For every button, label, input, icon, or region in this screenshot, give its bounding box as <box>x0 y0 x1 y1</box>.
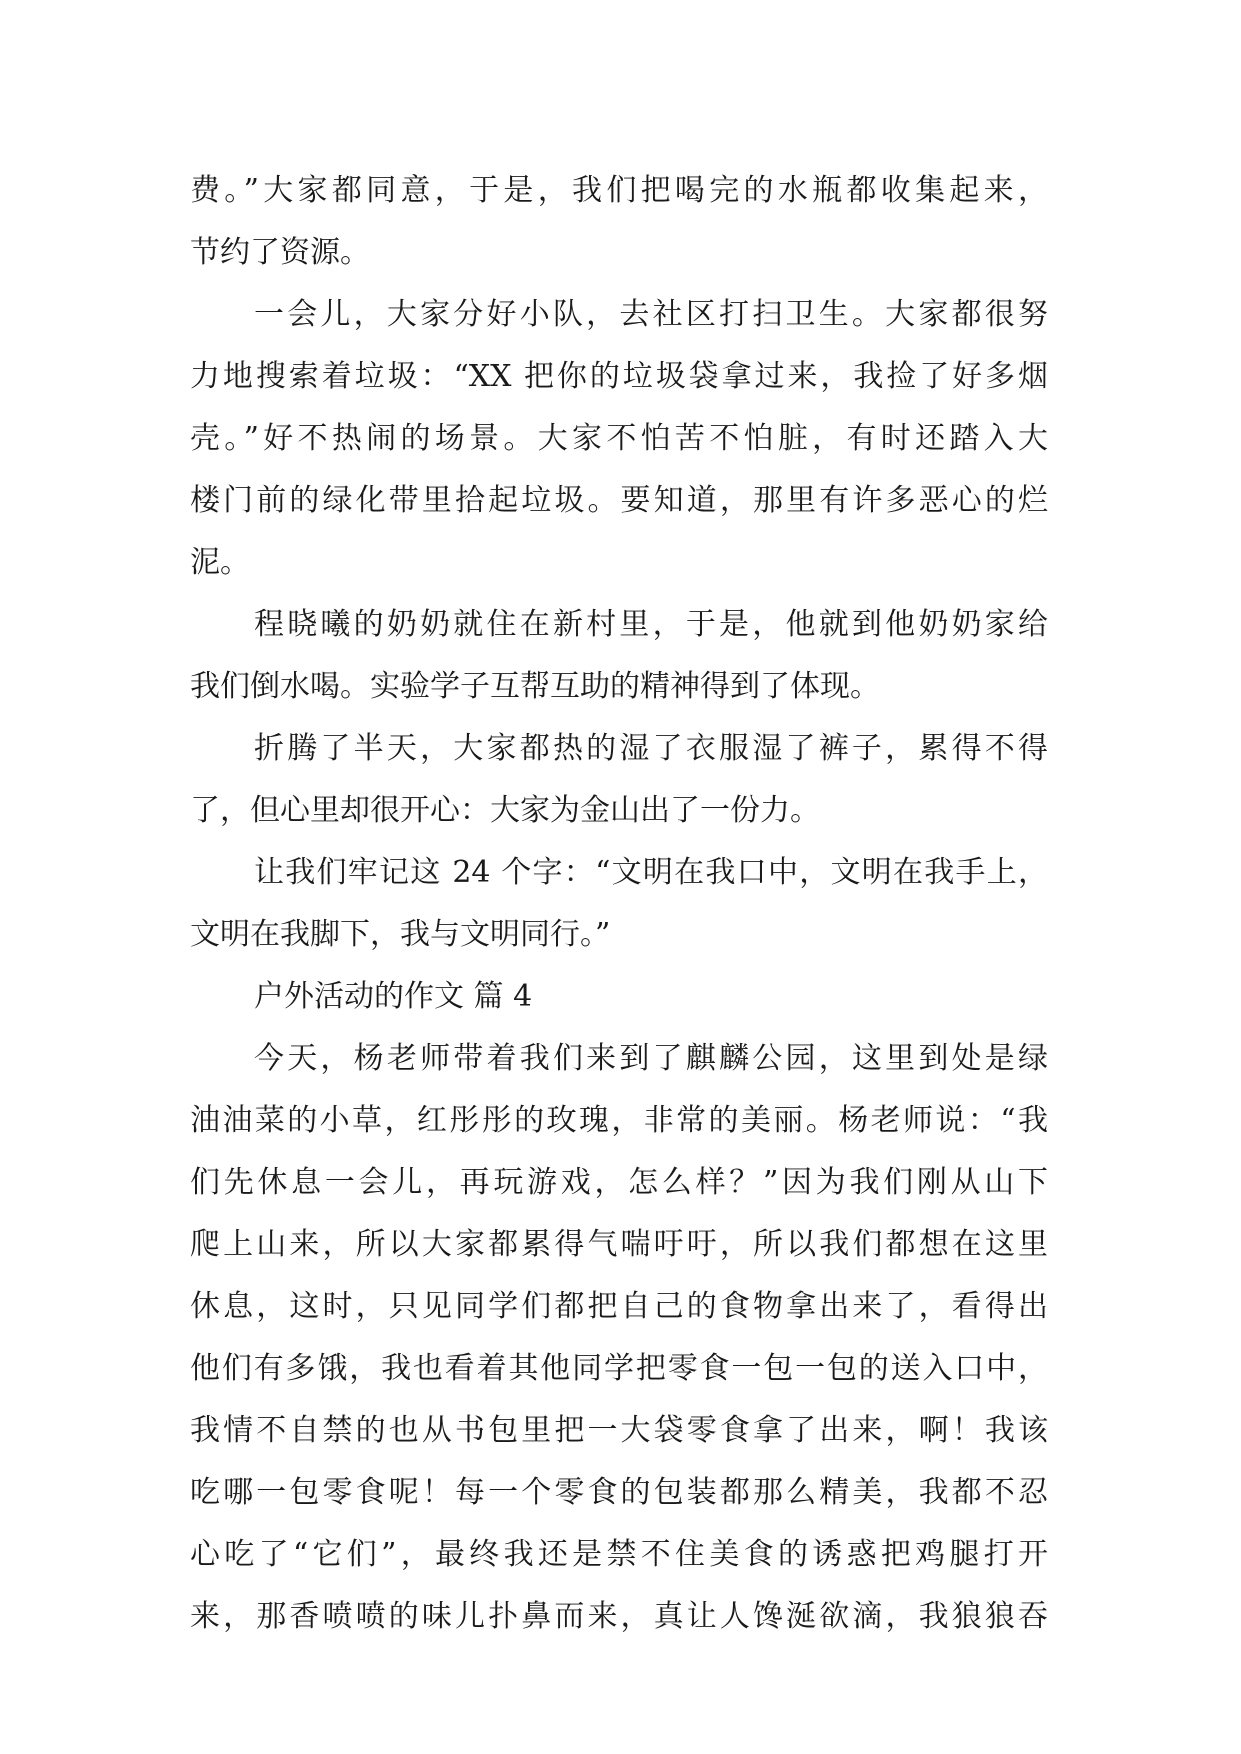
text-line: 爬上山来，所以大家都累得气喘吁吁，所以我们都想在这里 <box>190 1227 1048 1262</box>
paragraph-first-line: 让我们牢记这 24 个字：“文明在我口中，文明在我手上， <box>254 855 1048 890</box>
paragraph-first-line: 折腾了半天，大家都热的湿了衣服湿了裤子，累得不得 <box>254 731 1048 766</box>
text-line: 来，那香喷喷的味儿扑鼻而来，真让人馋涎欲滴，我狼狼吞 <box>190 1599 1048 1634</box>
text-line: 力地搜索着垃圾：“XX 把你的垃圾袋拿过来，我捡了好多烟 <box>190 359 1048 394</box>
text-line: 们先休息一会儿，再玩游戏，怎么样？”因为我们刚从山下 <box>190 1165 1048 1200</box>
text-line: 他们有多饿，我也看着其他同学把零食一包一包的送入口中， <box>190 1351 1048 1386</box>
text-line: 费。”大家都同意，于是，我们把喝完的水瓶都收集起来， <box>190 173 1048 208</box>
section-heading: 户外活动的作文 篇 4 <box>254 979 533 1014</box>
text-line: 吃哪一包零食呢！每一个零食的包装都那么精美，我都不忍 <box>190 1475 1048 1510</box>
text-line: 我们倒水喝。实验学子互帮互助的精神得到了体现。 <box>190 669 880 704</box>
text-line: 油油菜的小草，红彤彤的玫瑰，非常的美丽。杨老师说：“我 <box>190 1103 1048 1138</box>
paragraph-first-line: 一会儿，大家分好小队，去社区打扫卫生。大家都很努 <box>254 297 1048 332</box>
text-line: 节约了资源。 <box>190 235 370 270</box>
text-line: 休息，这时，只见同学们都把自己的食物拿出来了，看得出 <box>190 1289 1048 1324</box>
text-line: 心吃了“它们”，最终我还是禁不住美食的诱惑把鸡腿打开 <box>190 1537 1048 1572</box>
paragraph-first-line: 程晓曦的奶奶就住在新村里，于是，他就到他奶奶家给 <box>254 607 1048 642</box>
text-line: 文明在我脚下，我与文明同行。” <box>190 917 611 952</box>
text-line: 楼门前的绿化带里拾起垃圾。要知道，那里有许多恶心的烂 <box>190 483 1048 518</box>
text-line: 我情不自禁的也从书包里把一大袋零食拿了出来，啊！我该 <box>190 1413 1048 1448</box>
paragraph-first-line: 今天，杨老师带着我们来到了麒麟公园，这里到处是绿 <box>254 1041 1048 1076</box>
text-line: 泥。 <box>190 545 250 580</box>
text-line: 壳。”好不热闹的场景。大家不怕苦不怕脏，有时还踏入大 <box>190 421 1048 456</box>
text-line: 了，但心里却很开心：大家为金山出了一份力。 <box>190 793 820 828</box>
document-body <box>190 160 1048 1648</box>
